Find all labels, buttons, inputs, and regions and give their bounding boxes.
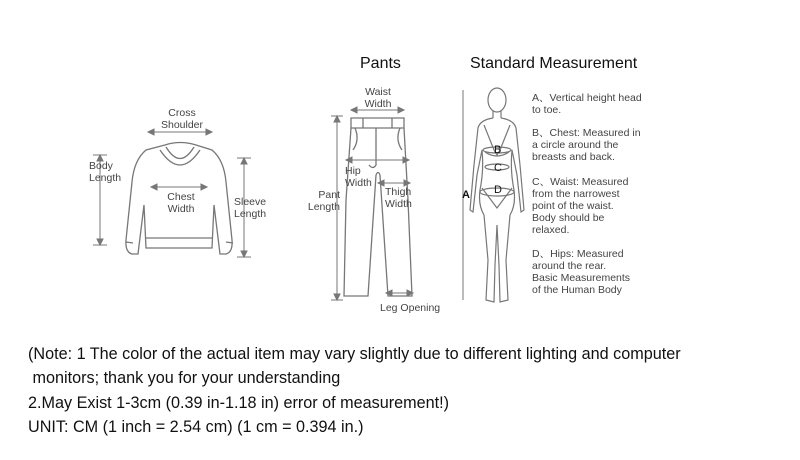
standard-measurement-title: Standard Measurement	[470, 55, 638, 72]
marker-d: D	[494, 184, 502, 196]
note-line-3: 2.May Exist 1-3cm (0.39 in-1.18 in) error of measurement!)	[28, 394, 450, 412]
sleeve-length-label: Sleeve Length	[234, 196, 267, 220]
pant-length-label: Pant Length	[307, 189, 340, 213]
definition-b: B、Chest: Measured in a circle around the breasts and back.	[532, 127, 641, 163]
chest-width-label: Chest Width	[167, 191, 195, 215]
marker-c: C	[494, 162, 502, 174]
leg-opening-label: Leg Opening	[380, 302, 441, 314]
note-line-1: (Note: 1 The color of the actual item may vary slightly due to different lighting and computer	[28, 345, 681, 363]
pants-title: Pants	[360, 55, 401, 72]
note-line-2: monitors; thank you for your understanding	[28, 369, 341, 387]
marker-a: A	[462, 189, 470, 201]
waist-width-label: Waist Width	[364, 86, 392, 110]
hip-width-label: Hip Width	[345, 165, 372, 189]
definition-c: C、Waist: Measured from the narrowest point of the waist. Body should be relaxed.	[532, 176, 629, 236]
definition-d: D、Hips: Measured around the rear. Basic Measurements of the Human Body	[532, 248, 631, 296]
definition-a: A、Vertical height head to toe.	[532, 92, 642, 116]
cross-shoulder-label: Cross Shoulder	[160, 107, 204, 131]
unit-line: UNIT: CM (1 inch = 2.54 cm) (1 cm = 0.394 in.)	[28, 418, 364, 436]
body-length-label: Body Length	[89, 160, 122, 184]
marker-b: B	[494, 144, 502, 156]
thigh-width-label: Thigh Width	[385, 186, 412, 210]
